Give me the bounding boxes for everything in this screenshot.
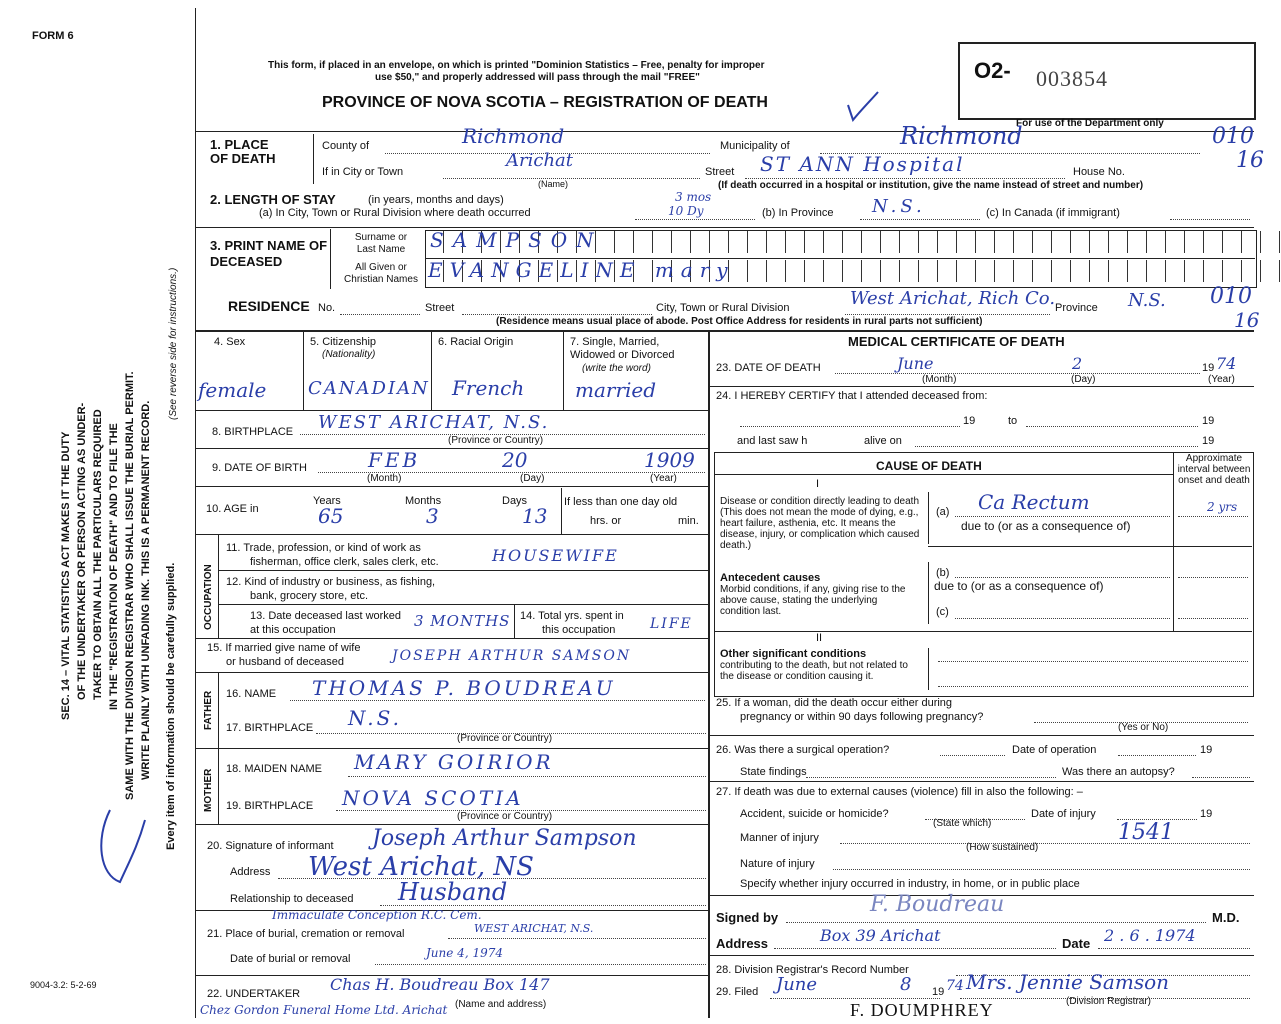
antecedent-heading: Antecedent causes bbox=[720, 572, 821, 584]
cause-a-interval: 2 yrs bbox=[1207, 500, 1238, 514]
side-text-8: (See reverse side for instructions.) bbox=[168, 267, 179, 420]
certify-19a: 19 bbox=[963, 415, 976, 427]
physician-address-value: Box 39 Arichat bbox=[820, 926, 941, 945]
birthplace-sub: (Province or Country) bbox=[448, 435, 544, 446]
q27-label: 27. If death was due to external causes (violence) fill in also the following: – bbox=[716, 786, 1083, 798]
total-value: LIFE bbox=[650, 616, 693, 632]
mother-name-label: 18. MAIDEN NAME bbox=[226, 763, 322, 775]
dod-label: 23. DATE OF DEATH bbox=[716, 362, 821, 374]
citizenship-value: CANADIAN bbox=[308, 378, 430, 399]
side-text-6: WRITE PLAINLY WITH UNFADING INK. THIS IS A PERMANENT RECORD. bbox=[140, 400, 152, 780]
last-worked-value: 3 MONTHS bbox=[414, 612, 511, 630]
father-birth-sub: (Province or Country) bbox=[457, 733, 553, 744]
residence-code1: 010 bbox=[1210, 284, 1252, 309]
antecedent-label: Morbid conditions, if any, giving rise to the above cause, stating the underlying condition last. bbox=[720, 584, 906, 617]
sex-value: female bbox=[198, 378, 267, 402]
dob-day: 20 bbox=[502, 448, 528, 472]
filed-19: 19 bbox=[932, 986, 945, 998]
side-text-3: TAKER TO OBTAIN ALL THE PARTICULARS REQUIRED bbox=[92, 409, 104, 700]
dod-year-prefix: 19 bbox=[1202, 362, 1215, 374]
print-code: 9004-3.2: 5-2-69 bbox=[30, 980, 97, 990]
total-label2: this occupation bbox=[542, 624, 616, 636]
reg-prefix: O2- bbox=[974, 58, 1011, 83]
mother-birth-value: NOVA SCOTIA bbox=[342, 786, 524, 810]
industry-label2: bank, grocery store, etc. bbox=[250, 590, 368, 602]
last-worked-label: 13. Date deceased last worked bbox=[250, 610, 402, 622]
surname-value: SAMPSON bbox=[430, 228, 603, 252]
mother-side: MOTHER bbox=[203, 768, 214, 812]
dept-only: For use of the Department only bbox=[1016, 118, 1164, 129]
direct-label: Disease or condition directly leading to death (This does not mean the mode of dying, e.g., heart failure, asthenia, etc. It means the disease, injury, or complication which caused death.) bbox=[720, 496, 920, 551]
residence-code2: 16 bbox=[1234, 308, 1260, 332]
father-name-value: THOMAS P. BOUDREAU bbox=[312, 676, 616, 700]
injury-19: 19 bbox=[1200, 808, 1213, 820]
burial-place1: Immaculate Conception R.C. Cem. bbox=[272, 908, 482, 922]
name-heading: 3. PRINT NAME OF DECEASED bbox=[210, 238, 328, 269]
last-worked-label2: at this occupation bbox=[250, 624, 336, 636]
manner-code: 1541 bbox=[1118, 820, 1174, 845]
stay-b-label: (b) In Province bbox=[762, 207, 834, 219]
racial-value: French bbox=[452, 376, 525, 400]
given-label: All Given or Christian Names bbox=[344, 262, 418, 285]
birthplace-value: WEST ARICHAT, N.S. bbox=[318, 412, 550, 433]
house-label: House No. bbox=[1073, 166, 1125, 178]
side-text-4: IN THE "REGISTRATION OF DEATH" AND TO FILE THE bbox=[108, 423, 120, 710]
min-label: min. bbox=[678, 515, 699, 527]
dob-label: 9. DATE OF BIRTH bbox=[212, 462, 307, 474]
burial-date-value: June 4, 1974 bbox=[426, 946, 503, 960]
occupation-side: OCCUPATION bbox=[203, 564, 214, 630]
registration-number-box bbox=[958, 42, 1256, 120]
dod-month-sub: (Month) bbox=[922, 374, 957, 385]
years-label: Years bbox=[313, 495, 341, 507]
sex-label: 4. Sex bbox=[214, 336, 246, 348]
place-code: 010 bbox=[1212, 124, 1254, 149]
lessday-label: If less than one day old bbox=[564, 496, 678, 508]
side-text-2: OF THE UNDERTAKER OR PERSON ACTING AS UNDER- bbox=[76, 402, 88, 700]
father-birth-label: 17. BIRTHPLACE bbox=[226, 722, 314, 734]
filed-label: 29. Filed bbox=[716, 986, 759, 998]
informant-address-label: Address bbox=[230, 866, 271, 878]
dod-year: 74 bbox=[1216, 354, 1237, 373]
side-text-5: SAME WITH THE DIVISION REGISTRAR WHO SHALL ISSUE THE BURIAL PERMIT. bbox=[124, 371, 136, 800]
findings-label: State findings bbox=[740, 766, 807, 778]
registrar-sub: (Division Registrar) bbox=[1066, 996, 1152, 1007]
dod-year-sub: (Year) bbox=[1208, 374, 1235, 385]
roman-1: I bbox=[816, 478, 820, 490]
birthplace-label: 8. BIRTHPLACE bbox=[212, 426, 294, 438]
saw-label: and last saw h bbox=[737, 435, 808, 447]
street-value: ST ANN Hospital bbox=[760, 152, 965, 176]
residence-province-label: Province bbox=[1055, 302, 1098, 314]
cause-b-label: (b) bbox=[936, 567, 950, 579]
stay-a-value2: 10 Dy bbox=[668, 204, 704, 218]
cause-a-label: (a) bbox=[936, 506, 950, 518]
residence-note: (Residence means usual place of abode. Post Office Address for residents in rural parts not sufficient) bbox=[496, 316, 983, 327]
stay-a-label: (a) In City, Town or Rural Division where death occurred bbox=[259, 207, 531, 219]
mail-notice-2: use $50," and properly addressed will pass through the mail "FREE" bbox=[375, 72, 700, 83]
residence-no-label: No. bbox=[318, 302, 336, 314]
dob-day-sub: (Day) bbox=[520, 473, 545, 484]
physician-address-label: Address bbox=[716, 936, 769, 951]
interval-label: Approximate interval between onset and death bbox=[1177, 453, 1251, 486]
md-label: M.D. bbox=[1212, 910, 1240, 925]
citizenship-label: 5. Citizenship bbox=[310, 336, 377, 348]
burial-date-label: Date of burial or removal bbox=[230, 953, 351, 965]
marital-value: married bbox=[575, 378, 657, 402]
spouse-value: JOSEPH ARTHUR SAMSON bbox=[392, 648, 632, 664]
father-birth-value: N.S. bbox=[348, 706, 402, 730]
certify-to: to bbox=[1008, 415, 1018, 427]
filed-month: June bbox=[776, 974, 818, 995]
reg-number: 003854 bbox=[1036, 66, 1108, 91]
cause-c-label: (c) bbox=[936, 606, 949, 618]
filed-day: 8 bbox=[900, 974, 912, 995]
informant-address-value: West Arichat, NS bbox=[308, 852, 534, 882]
physician-date-value: 2 . 6 . 1974 bbox=[1104, 926, 1196, 945]
nature-label: Nature of injury bbox=[740, 858, 815, 870]
checkmark-icon bbox=[90, 800, 160, 890]
marital-sub: (write the word) bbox=[582, 363, 651, 374]
stay-sub: (in years, months and days) bbox=[368, 194, 504, 206]
father-name-label: 16. NAME bbox=[226, 688, 277, 700]
state-which-sub: (State which) bbox=[933, 818, 992, 829]
due-to-1: due to (or as a consequence of) bbox=[961, 519, 1131, 533]
side-text-7: Every item of information should be carefully supplied. bbox=[165, 562, 177, 850]
municipality-value: Richmond bbox=[900, 122, 1023, 150]
place-note: (If death occurred in a hospital or institution, give the name instead of street and number) bbox=[718, 180, 1144, 191]
age-label: 10. AGE in bbox=[206, 503, 259, 515]
mother-birth-label: 19. BIRTHPLACE bbox=[226, 800, 314, 812]
undertaker-sub: (Name and address) bbox=[455, 999, 547, 1010]
city-value: Arichat bbox=[506, 150, 573, 171]
mother-name-value: MARY GOIRIOR bbox=[354, 750, 554, 774]
stay-heading: 2. LENGTH OF STAY bbox=[210, 192, 336, 207]
residence-province-value: N.S. bbox=[1128, 290, 1166, 311]
given-value: EVANGELINE mary bbox=[428, 258, 735, 282]
county-value: Richmond bbox=[462, 124, 565, 148]
dob-month: FEB bbox=[368, 448, 421, 472]
op-date-label: Date of operation bbox=[1012, 744, 1097, 756]
months-label: Months bbox=[405, 495, 442, 507]
check-icon bbox=[843, 90, 883, 130]
signed-label: Signed by bbox=[716, 910, 779, 925]
cause-heading: CAUSE OF DEATH bbox=[876, 459, 982, 473]
form-label: FORM 6 bbox=[32, 30, 74, 42]
dob-year: 1909 bbox=[644, 448, 695, 472]
physician-signature: F. Boudreau bbox=[870, 892, 1005, 917]
trade-value: HOUSEWIFE bbox=[492, 546, 619, 565]
residence-city-value: West Arichat, Rich Co. bbox=[850, 288, 1056, 309]
citizenship-sub: (Nationality) bbox=[322, 349, 376, 360]
registrar-stamp: F. DOUMPHREY bbox=[850, 1000, 994, 1020]
mother-birth-sub: (Province or Country) bbox=[457, 811, 553, 822]
autopsy-label: Was there an autopsy? bbox=[1062, 766, 1175, 778]
q25-label: 25. If a woman, did the death occur either during bbox=[716, 697, 953, 709]
name-sub: (Name) bbox=[538, 179, 569, 189]
medical-heading: MEDICAL CERTIFICATE OF DEATH bbox=[848, 334, 1065, 349]
due-to-2: due to (or as a consequence of) bbox=[934, 579, 1104, 593]
father-side: FATHER bbox=[203, 690, 214, 730]
age-days: 13 bbox=[522, 504, 548, 528]
stay-a-value1: 3 mos bbox=[675, 190, 712, 204]
q26-label: 26. Was there a surgical operation? bbox=[716, 744, 890, 756]
trade-label2: fisherman, office clerk, sales clerk, etc. bbox=[250, 556, 439, 568]
city-label: If in City or Town bbox=[322, 166, 404, 178]
informant-signature: Joseph Arthur Sampson bbox=[372, 826, 637, 851]
racial-label: 6. Racial Origin bbox=[438, 336, 514, 348]
residence-heading: RESIDENCE bbox=[228, 298, 310, 314]
municipality-label: Municipality of bbox=[720, 140, 790, 152]
other-heading: Other significant conditions bbox=[720, 648, 867, 660]
registrar-signature: Mrs. Jennie Samson bbox=[966, 970, 1169, 994]
age-years: 65 bbox=[318, 504, 344, 528]
hrs-label: hrs. or bbox=[590, 515, 622, 527]
dod-month: June bbox=[897, 354, 934, 373]
stay-c-label: (c) In Canada (if immigrant) bbox=[986, 207, 1120, 219]
filed-year: 74 bbox=[946, 978, 964, 994]
side-text-1: SEC. 14 – VITAL STATISTICS ACT MAKES IT THE DUTY bbox=[60, 431, 72, 720]
physician-date-label: Date bbox=[1062, 936, 1091, 951]
manner-label: Manner of injury bbox=[740, 832, 819, 844]
roman-2: II bbox=[816, 632, 823, 644]
page-title: PROVINCE OF NOVA SCOTIA – REGISTRATION OF DEATH bbox=[322, 94, 768, 111]
residence-city-label: City, Town or Rural Division bbox=[656, 302, 790, 314]
stay-b-value: N.S. bbox=[872, 196, 926, 217]
record-label: 28. Division Registrar's Record Number bbox=[716, 964, 909, 976]
dob-year-sub: (Year) bbox=[650, 473, 677, 484]
trade-label: 11. Trade, profession, or kind of work as bbox=[226, 542, 421, 554]
informant-label: 20. Signature of informant bbox=[207, 840, 334, 852]
op-19: 19 bbox=[1200, 744, 1213, 756]
certify-19b: 19 bbox=[1202, 415, 1215, 427]
residence-street-label: Street bbox=[425, 302, 455, 314]
industry-label: 12. Kind of industry or business, as fishing, bbox=[226, 576, 436, 588]
undertaker-value: Chas H. Boudreau Box 147 bbox=[330, 975, 550, 994]
burial-label: 21. Place of burial, cremation or removal bbox=[207, 928, 405, 940]
undertaker-value2: Chez Gordon Funeral Home Ltd. Arichat bbox=[200, 1003, 448, 1017]
total-label: 14. Total yrs. spent in bbox=[520, 610, 624, 622]
place-heading: 1. PLACE OF DEATH bbox=[210, 137, 276, 166]
spouse-label: 15. If married give name of wife bbox=[207, 642, 361, 654]
injury-date-label: Date of injury bbox=[1031, 808, 1096, 820]
certify-19c: 19 bbox=[1202, 435, 1215, 447]
where-label: Specify whether injury occurred in industry, in home, or in public place bbox=[740, 878, 1080, 890]
street-label: Street bbox=[705, 166, 735, 178]
cause-a-value: Ca Rectum bbox=[978, 490, 1090, 514]
days-label: Days bbox=[502, 495, 528, 507]
relationship-value: Husband bbox=[398, 878, 508, 906]
county-label: County of bbox=[322, 140, 370, 152]
marital-label: 7. Single, Married, Widowed or Divorced bbox=[570, 336, 675, 361]
age-months: 3 bbox=[426, 504, 439, 528]
certify-label: 24. I HEREBY CERTIFY that I attended deceased from: bbox=[716, 390, 988, 402]
house-code: 16 bbox=[1236, 148, 1264, 173]
spouse-label2: or husband of deceased bbox=[226, 656, 345, 668]
surname-label: Surname or Last Name bbox=[354, 232, 408, 255]
dod-day-sub: (Day) bbox=[1071, 374, 1096, 385]
q25-label2: pregnancy or within 90 days following pregnancy? bbox=[740, 711, 984, 723]
alive-label: alive on bbox=[864, 435, 902, 447]
yesno-sub: (Yes or No) bbox=[1118, 722, 1169, 733]
dob-month-sub: (Month) bbox=[367, 473, 402, 484]
dod-day: 2 bbox=[1072, 354, 1083, 373]
burial-place2: WEST ARICHAT, N.S. bbox=[474, 922, 594, 935]
how-sub: (How sustained) bbox=[966, 842, 1039, 853]
accident-label: Accident, suicide or homicide? bbox=[740, 808, 889, 820]
undertaker-label: 22. UNDERTAKER bbox=[207, 988, 301, 1000]
other-label: contributing to the death, but not related to the disease or condition causing it. bbox=[720, 660, 908, 682]
relationship-label: Relationship to deceased bbox=[230, 893, 354, 905]
mail-notice-1: This form, if placed in an envelope, on which is printed "Dominion Statistics – Free, penalty for improper bbox=[268, 60, 765, 71]
